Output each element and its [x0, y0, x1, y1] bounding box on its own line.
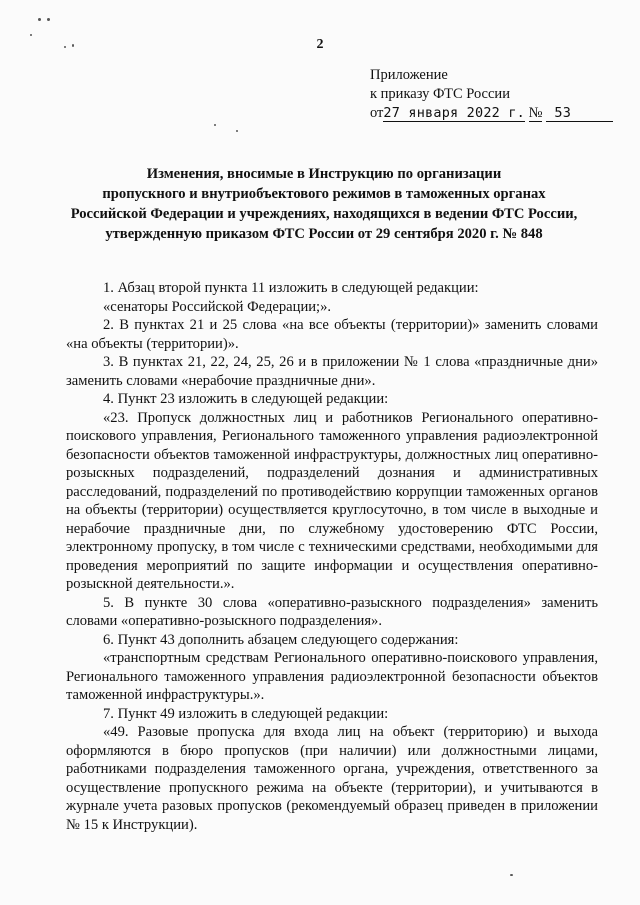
order-number: 53	[546, 105, 613, 122]
appendix-label: Приложение	[370, 67, 448, 83]
document-title	[40, 164, 608, 244]
document-body	[66, 279, 598, 834]
quoted-paragraph: «транспортным средствам Регионального оперативно-поискового управления, Регионального таможенного управления радиоэлектронной безопасности объектов таможенной инфраструктуры.».	[66, 650, 598, 703]
paragraph: 6. Пункт 43 дополнить абзацем следующего содержания:	[103, 631, 459, 648]
paragraph: 1. Абзац второй пункта 11 изложить в следующей редакции:	[103, 280, 479, 296]
quoted-paragraph: «23. Пропуск должностных лиц и работников Регионального оперативно-поискового управления, Регионального таможенного управления радиоэлектронной безопасности объектов таможенной инфраструктуры, должностных лиц оперативно-розыскных подразделений, подразделений дознания и административных расследований, подразделений по противодействию коррупции таможенных органов на объекты (территории) осуществляется круглосуточно, в том числе в выходные и нерабочие праздничные дни, по служебному удостоверению ФТС России, электронному пропуску, в том числе с техническими средствами, необходимыми для проведения мероприятий по защите информации и осуществления оперативно-розыскной деятельности.».	[66, 409, 598, 592]
paragraph: 7. Пункт 49 изложить в следующей редакции:	[103, 705, 389, 722]
scan-speck	[38, 18, 41, 21]
scan-speck	[47, 18, 50, 21]
scan-speck	[214, 124, 216, 126]
order-number-label: №	[528, 105, 543, 121]
paragraph: 5. В пункте 30 слова «оперативно-разыскного подразделения» заменить словами «оперативно-розыскного подразделения».	[66, 594, 598, 629]
paragraph: 2. В пунктах 21 и 25 слова «на все объекты (территории)» заменить словами «на объекты (территории)».	[66, 317, 598, 352]
paragraph: 3. В пунктах 21, 22, 24, 25, 26 и в приложении № 1 слова «праздничные дни» заменить словами «нерабочие праздничные дни».	[66, 354, 598, 389]
page-number: 2	[316, 37, 324, 52]
paragraph: «сенаторы Российской Федерации;».	[103, 298, 332, 315]
scan-speck	[510, 874, 513, 876]
appendix-header	[370, 66, 613, 123]
quoted-paragraph: «49. Разовые пропуска для входа лиц на объект (территорию) и выхода оформляются в бюро пропусков (при наличии) или должностными лицами, работниками подразделения таможенного органа, учреждения, ответственного за осуществление пропускного режима на объекте (территории), и учитываются в журнале учета разовых пропусков (рекомендуемый образец приведен в приложении № 15 к Инструкции).	[66, 724, 598, 833]
scan-speck	[236, 130, 238, 132]
appendix-order-ref: к приказу ФТС России	[370, 86, 510, 102]
paragraph: 4. Пункт 23 изложить в следующей редакции:	[103, 391, 389, 407]
title-line: пропускного и внутриобъектового режимов в таможенных органах	[102, 186, 546, 202]
order-date: 27 января 2022 г.	[383, 105, 525, 121]
appendix-order-line	[370, 104, 613, 123]
order-prefix: от	[370, 105, 384, 121]
title-line: Российской Федерации и учреждениях, находящихся в ведении ФТС России,	[70, 206, 578, 222]
scan-speck	[30, 34, 32, 36]
title-line: утвержденную приказом ФТС России от 29 сентября 2020 г. № 848	[105, 226, 543, 242]
title-line: Изменения, вносимые в Инструкцию по организации	[146, 166, 502, 182]
